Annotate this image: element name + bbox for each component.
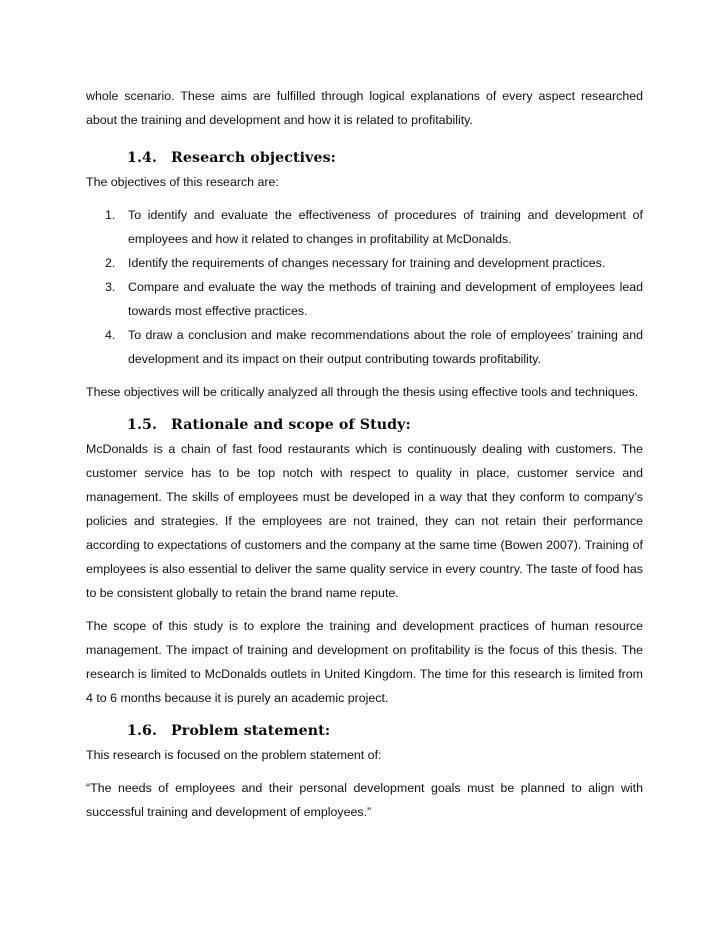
- list-item: [86, 251, 643, 275]
- list-item: [86, 323, 643, 371]
- list-item-text: To identify and evaluate the effectiveness of procedures of training and development of employees and how it related to changes in profitability at McDonalds.: [128, 208, 643, 246]
- heading-number: 1.4.: [127, 150, 158, 166]
- intro-paragraph: whole scenario. These aims are fulfilled through logical explanations of every aspect researched about the training and development and how it is related to profitability.: [86, 89, 643, 127]
- list-item-text: Compare and evaluate the way the methods of training and development of employees lead towards most effective practices.: [128, 280, 643, 318]
- heading-number: 1.6.: [127, 723, 158, 739]
- document-page: [86, 84, 643, 824]
- heading-title: Problem statement:: [171, 723, 331, 739]
- list-item: [86, 275, 643, 323]
- list-item: [86, 203, 643, 251]
- heading-number: 1.5.: [127, 417, 158, 433]
- objectives-list: [86, 203, 643, 371]
- list-item-text: To draw a conclusion and make recommendations about the role of employees’ training and development and its impact on their output contributing towards profitability.: [128, 328, 643, 366]
- list-marker: 3.: [105, 280, 116, 294]
- heading-research-objectives: [86, 146, 643, 170]
- scope-paragraph: The scope of this study is to explore the training and development practices of human resource management. The impact of training and development on profitability is the focus of this thesis. The research is limited to McDonalds outlets in United Kingdom. The time for this research is limited from 4 to 6 months because it is purely an academic project.: [86, 619, 643, 705]
- rationale-paragraph: McDonalds is a chain of fast food restaurants which is continuously dealing with customers. The customer service has to be top notch with respect to quality in place, customer service and management. The skills of employees must be developed in a way that they conform to company’s policies and strategies. If the employees are not trained, they can not retain their performance according to expectations of customers and the company at the same time (Bowen 2007). Training of employees is also essential to deliver the same quality service in every country. The taste of food has to be consistent globally to retain the brand name repute.: [86, 442, 643, 600]
- heading-problem-statement: [86, 719, 643, 743]
- objectives-lead: The objectives of this research are:: [86, 175, 279, 189]
- list-marker: 1.: [105, 208, 116, 222]
- problem-lead: This research is focused on the problem statement of:: [86, 748, 382, 762]
- list-marker: 4.: [105, 328, 116, 342]
- list-item-text: Identify the requirements of changes necessary for training and development practices.: [128, 256, 606, 270]
- objectives-closing: These objectives will be critically analyzed all through the thesis using effective tools and techniques.: [86, 385, 639, 399]
- list-marker: 2.: [105, 256, 116, 270]
- heading-title: Research objectives:: [171, 150, 337, 166]
- heading-title: Rationale and scope of Study:: [171, 417, 411, 433]
- heading-rationale-scope: [86, 413, 643, 437]
- problem-quote: “The needs of employees and their personal development goals must be planned to align with successful training and development of employees.”: [86, 781, 643, 819]
